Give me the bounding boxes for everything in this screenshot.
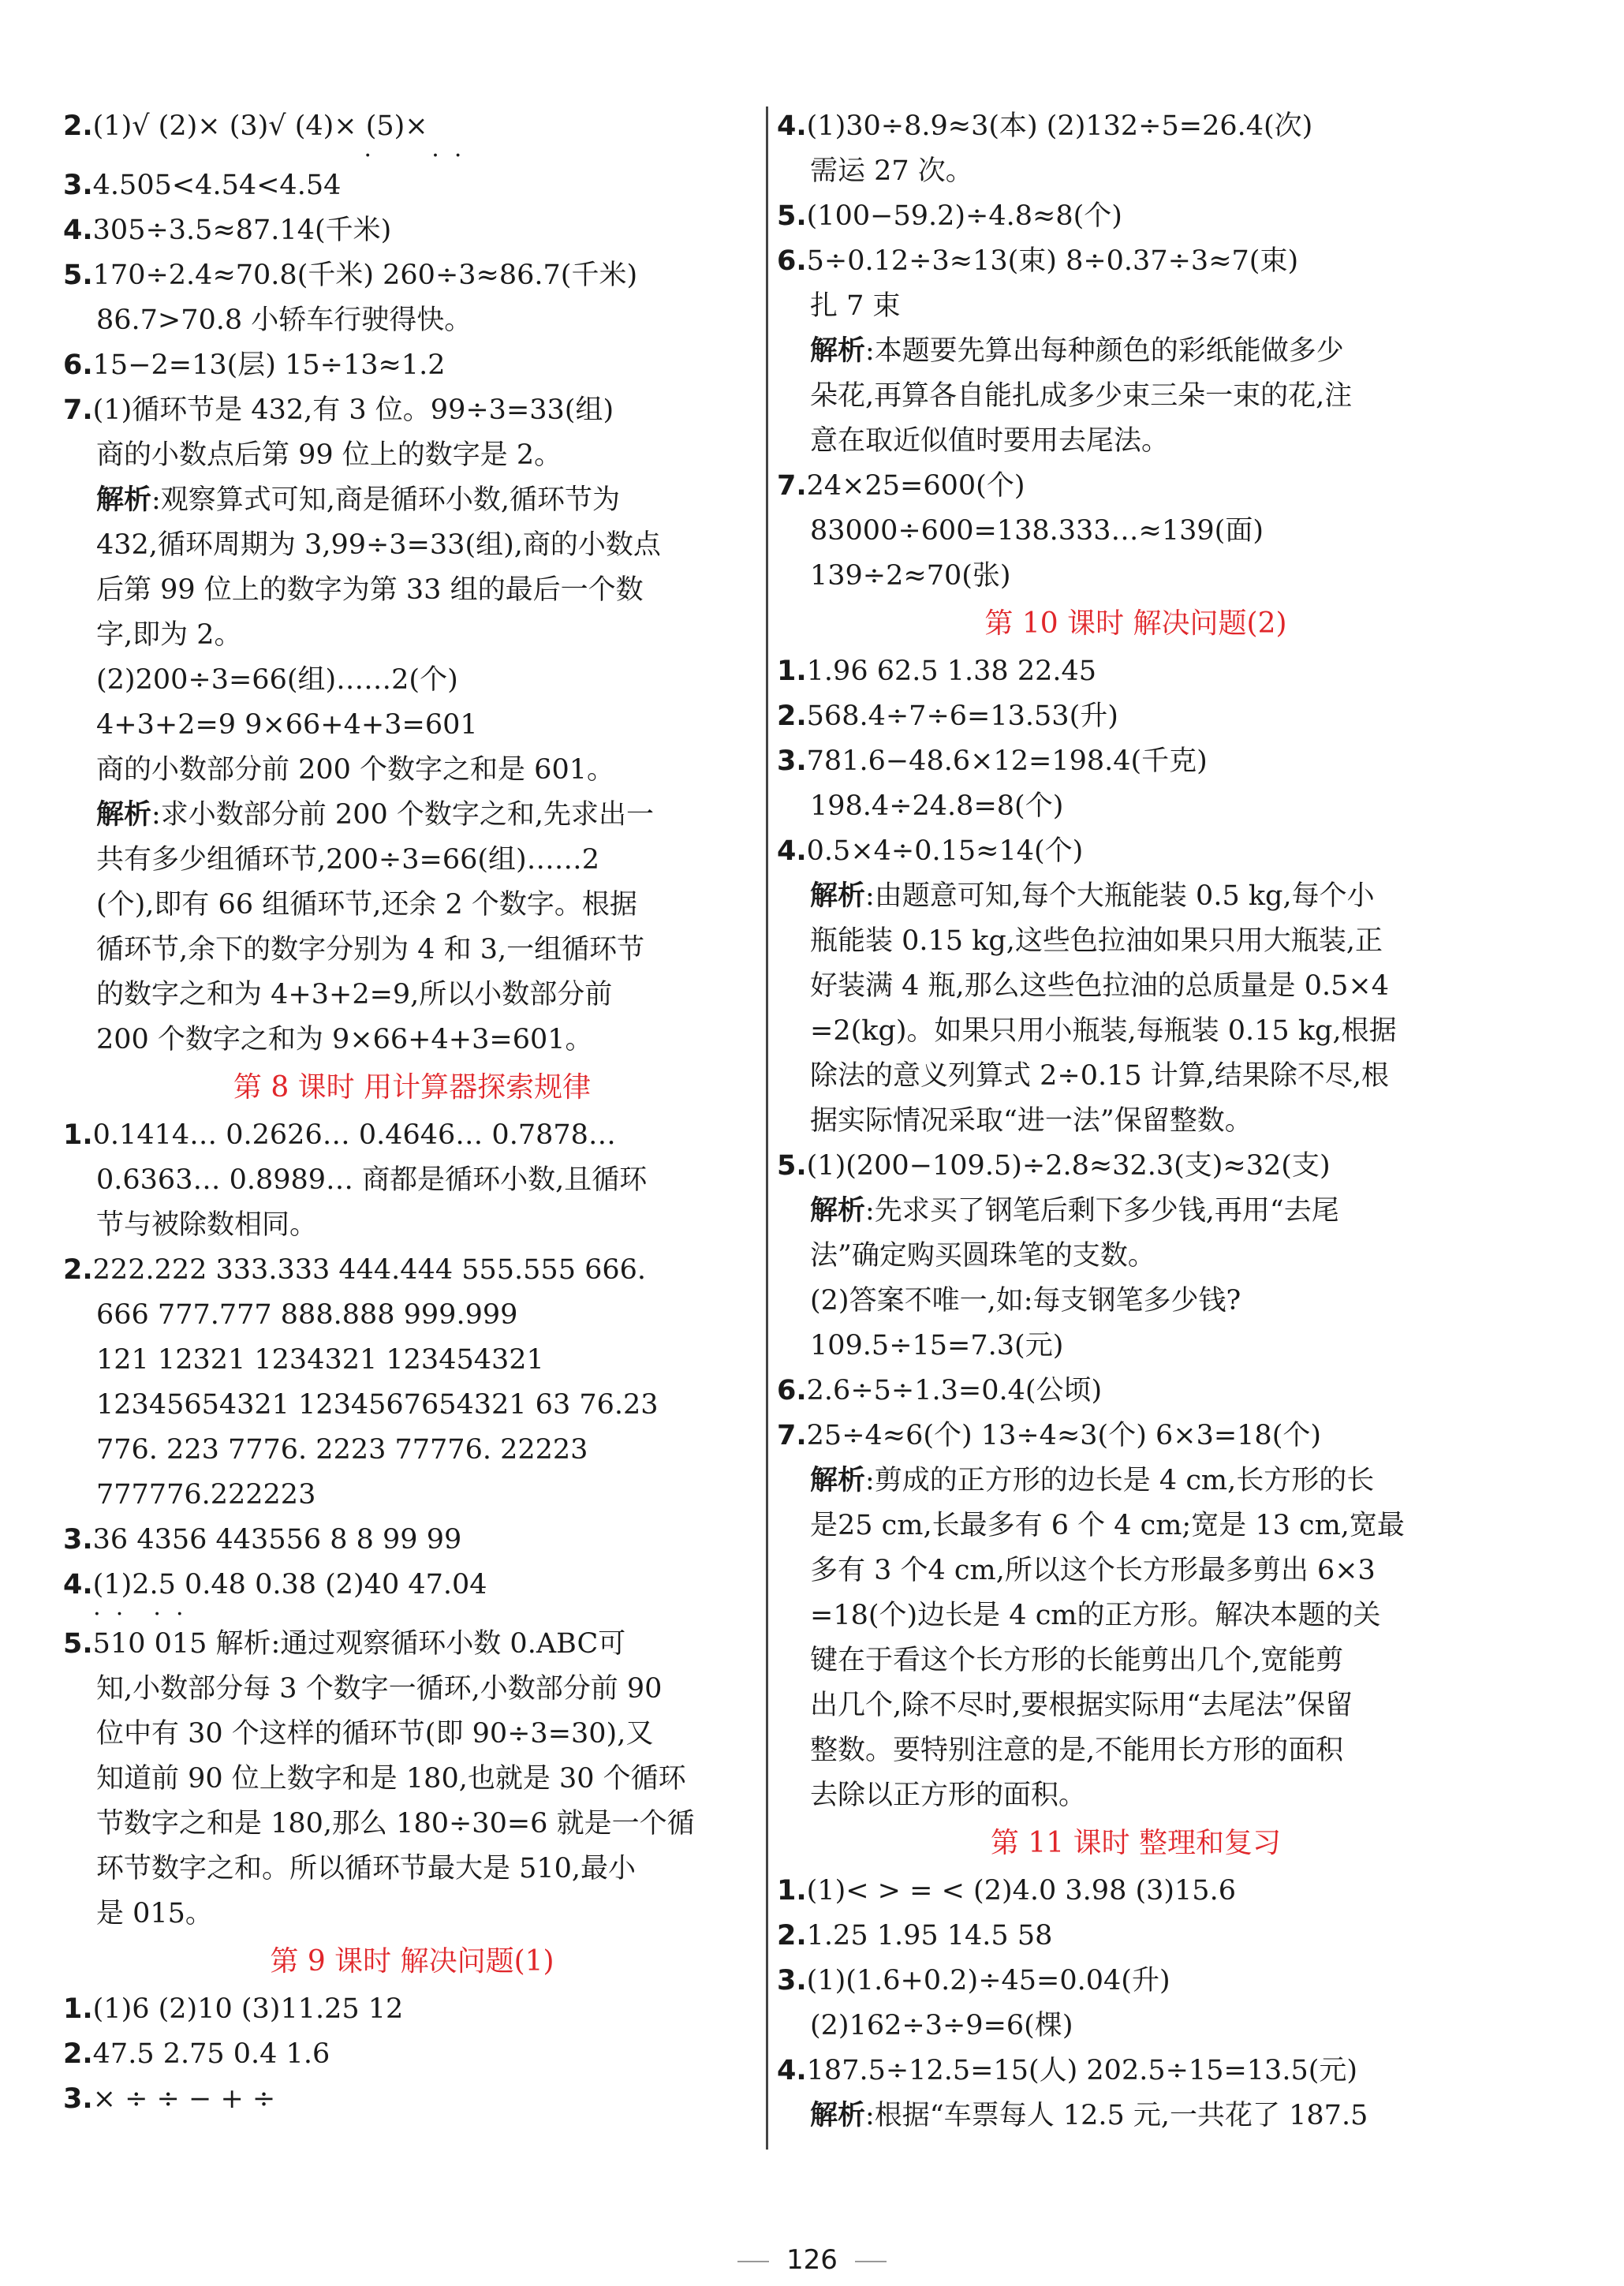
item-number: 5. (777, 200, 807, 232)
continuation-line: 知道前 90 位上数字和是 180,也就是 30 个循环 (96, 1763, 686, 1795)
item-number: 2. (63, 2038, 93, 2070)
analysis-label: 解析 (96, 799, 152, 831)
item-text: 24×25=600(个) (806, 470, 1025, 502)
continuation-line: 据实际情况采取“进一法”保留整数。 (810, 1105, 1253, 1137)
item-text: (100−59.2)÷4.8≈8(个) (806, 200, 1122, 232)
continuation-line: 出几个,除不尽时,要根据实际用“去尾法”保留 (810, 1690, 1353, 1721)
answer-item (777, 2049, 1495, 2094)
analysis-label: 解析 (810, 1465, 866, 1496)
continuation-line: 12345654321 1234567654321 63 76.23 (96, 1389, 659, 1421)
item-number: 3. (777, 745, 807, 777)
item-number: 4. (777, 835, 807, 867)
analysis-text: :由题意可知,每个大瓶能装 0.5 kg,每个小 (865, 880, 1375, 912)
continuation-line: 需运 27 次。 (810, 155, 973, 187)
answer-item (777, 194, 1495, 239)
answer-item (777, 1914, 1495, 1959)
continuation-line: 商的小数点后第 99 位上的数字是 2。 (96, 439, 562, 471)
item-text: 781.6−48.6×12=198.4(千克) (806, 745, 1208, 777)
item-text: 1.25 1.95 14.5 58 (806, 1920, 1053, 1952)
continuation-line: 商的小数部分前 200 个数字之和是 601。 (96, 754, 614, 786)
answer-item (777, 1144, 1495, 1189)
item-number: 6. (63, 349, 93, 381)
analysis-note (777, 1459, 1495, 1503)
item-text: 568.4÷7÷6=13.53(升) (806, 700, 1118, 732)
answer-item (63, 1987, 761, 2032)
item-number: 3. (63, 1524, 93, 1556)
continuation-line: 83000÷600=138.333…≈139(面) (810, 515, 1264, 547)
answer-item (777, 464, 1495, 509)
continuation-line: 节与被除数相同。 (96, 1209, 318, 1241)
repeating-decimal-dots: · · · (63, 142, 462, 170)
item-text: 5÷0.12÷3≈13(束) 8÷0.37÷3≈7(束) (806, 245, 1299, 277)
item-number: 6. (777, 1375, 807, 1406)
answer-item (63, 1113, 761, 1158)
answer-item (777, 829, 1495, 874)
answer-item (63, 343, 761, 388)
continuation-line: (2)162÷3÷9=6(棵) (810, 2010, 1073, 2041)
item-number: 4. (777, 110, 807, 142)
analysis-text: :根据“车票每人 12.5 元,一共花了 187.5 (865, 2100, 1368, 2131)
analysis-text: :本题要先算出每种颜色的彩纸能做多少 (865, 335, 1344, 367)
item-text: (1)√ (2)× (3)√ (4)× (5)× (92, 110, 428, 142)
continuation-line: 666 777.777 888.888 999.999 (96, 1299, 518, 1331)
continuation-line: 的数字之和为 4+3+2=9,所以小数部分前 (96, 979, 613, 1010)
continuation-line: 朵花,再算各自能扎成多少束三朵一束的花,注 (810, 380, 1353, 412)
continuation-line: 位中有 30 个这样的循环节(即 90÷3=30),又 (96, 1718, 654, 1750)
analysis-label: 解析 (810, 880, 866, 912)
analysis-label: 解析 (810, 1195, 866, 1227)
item-text: (1)6 (2)10 (3)11.25 12 (92, 1993, 404, 2025)
item-number: 5. (777, 1150, 807, 1182)
right-column (777, 104, 1495, 2138)
analysis-label: 解析 (810, 2100, 866, 2131)
continuation-line: 777776.222223 (96, 1479, 316, 1511)
item-text: 187.5÷12.5=15(人) 202.5÷15=13.5(元) (806, 2055, 1358, 2086)
item-text: 1.96 62.5 1.38 22.45 (806, 656, 1097, 687)
column-divider (766, 106, 768, 2150)
item-number: 5. (63, 260, 93, 291)
continuation-line: 共有多少组循环节,200÷3=66(组)……2 (96, 844, 599, 876)
item-number: 1. (63, 1993, 93, 2025)
answer-item (777, 694, 1495, 739)
item-text: 222.222 333.333 444.444 555.555 666. (92, 1254, 647, 1286)
analysis-text: :求小数部分前 200 个数字之和,先求出一 (151, 799, 654, 831)
item-number: 5. (63, 1628, 93, 1660)
item-number: 1. (777, 656, 807, 687)
analysis-note (777, 329, 1495, 374)
item-text: (1)循环节是 432,有 3 位。99÷3=33(组) (92, 394, 614, 426)
item-text: (1)(1.6+0.2)÷45=0.04(升) (806, 1965, 1170, 1997)
continuation-line: 121 12321 1234321 123454321 (96, 1344, 544, 1376)
answer-item (63, 1518, 761, 1563)
item-text: 36 4356 443556 8 8 99 99 (92, 1524, 462, 1556)
continuation-line: 去除以正方形的面积。 (810, 1780, 1087, 1811)
continuation-line: 776. 223 7776. 2223 77776. 22223 (96, 1434, 588, 1466)
section-heading: 第 11 课时 整理和复习 (990, 1827, 1282, 1859)
continuation-line: 整数。要特别注意的是,不能用长方形的面积 (810, 1735, 1344, 1766)
item-number: 4. (63, 215, 93, 246)
analysis-label: 解析 (810, 335, 866, 367)
left-column (63, 104, 761, 2122)
page-footer (0, 2244, 1624, 2276)
analysis-note (777, 2094, 1495, 2138)
footer-dash-left (737, 2261, 769, 2262)
continuation-line: 节数字之和是 180,那么 180÷30=6 就是一个循 (96, 1808, 695, 1840)
item-number: 3. (777, 1965, 807, 1997)
item-text: 25÷4≈6(个) 13÷4≈3(个) 6×3=18(个) (806, 1420, 1322, 1451)
continuation-line: 86.7>70.8 小轿车行驶得快。 (96, 304, 472, 336)
analysis-note (777, 1189, 1495, 1234)
footer-dash-right (855, 2261, 887, 2262)
continuation-line: 法”确定购买圆珠笔的支数。 (810, 1240, 1155, 1272)
continuation-line: 139÷2≈70(张) (810, 560, 1011, 592)
answer-item (63, 253, 761, 298)
item-text: 4.505<4.54<4.54 (92, 170, 342, 201)
answer-item (63, 1622, 761, 1667)
continuation-line: 198.4÷24.8=8(个) (810, 790, 1064, 822)
continuation-line: =18(个)边长是 4 cm的正方形。解决本题的关 (810, 1600, 1381, 1631)
item-text: 170÷2.4≈70.8(千米) 260÷3≈86.7(千米) (92, 260, 638, 291)
continuation-line: 是 015。 (96, 1898, 213, 1929)
answer-item (777, 104, 1495, 149)
item-number: 4. (63, 1569, 93, 1601)
answer-item (777, 1959, 1495, 2004)
answer-item (63, 2032, 761, 2077)
continuation-line: 环节数字之和。所以循环节最大是 510,最小 (96, 1853, 637, 1884)
section-heading: 第 10 课时 解决问题(2) (984, 607, 1287, 640)
item-text: (1)(200−109.5)÷2.8≈32.3(支)≈32(支) (806, 1150, 1331, 1182)
item-text: (1)< > = < (2)4.0 3.98 (3)15.6 (806, 1875, 1236, 1907)
analysis-label: 解析 (96, 484, 152, 516)
item-number: 4. (777, 2055, 807, 2086)
item-text: 510 015 解析:通过观察循环小数 0.ABC可 (92, 1628, 626, 1660)
item-number: 3. (63, 170, 93, 201)
answer-item (63, 208, 761, 253)
analysis-text: :先求买了钢笔后剩下多少钱,再用“去尾 (865, 1195, 1339, 1227)
section-heading: 第 9 课时 解决问题(1) (270, 1945, 554, 1978)
item-number: 7. (777, 1420, 807, 1451)
continuation-line: 知,小数部分每 3 个数字一循环,小数部分前 90 (96, 1673, 663, 1705)
continuation-line: 后第 99 位上的数字为第 33 组的最后一个数 (96, 574, 644, 606)
item-text: × ÷ ÷ − + ÷ (92, 2083, 276, 2115)
answer-item (777, 1369, 1495, 1414)
item-number: 1. (777, 1875, 807, 1907)
item-number: 6. (777, 245, 807, 277)
item-number: 2. (63, 1254, 93, 1286)
continuation-line: 是25 cm,长最多有 6 个 4 cm;宽是 13 cm,宽最 (810, 1510, 1405, 1541)
continuation-line: 0.6363… 0.8989… 商都是循环小数,且循环 (96, 1164, 648, 1196)
item-text: 0.5×4÷0.15≈14(个) (806, 835, 1084, 867)
item-text: (1)2.5 0.48 0.38 (2)40 47.04 (92, 1569, 487, 1601)
item-text: (1)30÷8.9≈3(本) (2)132÷5=26.4(次) (806, 110, 1313, 142)
continuation-line: 循环节,余下的数字分别为 4 和 3,一组循环节 (96, 934, 645, 966)
answer-item (63, 163, 761, 208)
page-number: 126 (786, 2244, 838, 2276)
analysis-text: :剪成的正方形的边长是 4 cm,长方形的长 (865, 1465, 1375, 1496)
item-number: 2. (777, 700, 807, 732)
continuation-line: 除法的意义列算式 2÷0.15 计算,结果除不尽,根 (810, 1060, 1390, 1092)
item-text: 0.1414… 0.2626… 0.4646… 0.7878… (92, 1119, 616, 1151)
answer-item (63, 2077, 761, 2122)
answer-item (777, 649, 1495, 694)
answer-item (777, 1869, 1495, 1914)
analysis-note (777, 874, 1495, 919)
item-number: 2. (63, 110, 93, 142)
answer-item (777, 739, 1495, 784)
continuation-line: 109.5÷15=7.3(元) (810, 1330, 1064, 1362)
item-number: 3. (63, 2083, 93, 2115)
continuation-line: 扎 7 束 (810, 290, 901, 322)
item-number: 7. (777, 470, 807, 502)
item-number: 2. (777, 1920, 807, 1952)
analysis-note (63, 478, 761, 523)
repeating-decimal-dots: · · · · (63, 1601, 184, 1628)
continuation-line: 好装满 4 瓶,那么这些色拉油的总质量是 0.5×4 (810, 970, 1390, 1002)
answer-item (777, 239, 1495, 284)
continuation-line: (个),即有 66 组循环节,还余 2 个数字。根据 (96, 889, 637, 921)
continuation-line: (2)200÷3=66(组)……2(个) (96, 664, 458, 696)
analysis-note (63, 793, 761, 838)
item-number: 7. (63, 394, 93, 426)
item-text: 15−2=13(层) 15÷13≈1.2 (92, 349, 446, 381)
item-text: 47.5 2.75 0.4 1.6 (92, 2038, 330, 2070)
continuation-line: 键在于看这个长方形的长能剪出几个,宽能剪 (810, 1645, 1344, 1676)
continuation-line: =2(kg)。如果只用小瓶装,每瓶装 0.15 kg,根据 (810, 1015, 1397, 1047)
continuation-line: 432,循环周期为 3,99÷3=33(组),商的小数点 (96, 529, 661, 561)
item-text: 2.6÷5÷1.3=0.4(公顷) (806, 1375, 1103, 1406)
section-heading: 第 8 课时 用计算器探索规律 (233, 1071, 592, 1104)
continuation-line: 4+3+2=9 9×66+4+3=601 (96, 709, 478, 741)
continuation-line: 意在取近似值时要用去尾法。 (810, 425, 1170, 457)
item-number: 1. (63, 1119, 93, 1151)
answer-item (777, 1414, 1495, 1459)
continuation-line: 字,即为 2。 (96, 619, 242, 651)
answer-item (63, 1248, 761, 1293)
answer-item (63, 388, 761, 433)
analysis-text: :观察算式可知,商是循环小数,循环节为 (151, 484, 621, 516)
item-text: 305÷3.5≈87.14(千米) (92, 215, 392, 246)
continuation-line: 瓶能装 0.15 kg,这些色拉油如果只用大瓶装,正 (810, 925, 1383, 957)
continuation-line: 200 个数字之和为 9×66+4+3=601。 (96, 1024, 593, 1055)
continuation-line: 多有 3 个4 cm,所以这个长方形最多剪出 6×3 (810, 1555, 1376, 1586)
continuation-line: (2)答案不唯一,如:每支钢笔多少钱? (810, 1285, 1241, 1317)
